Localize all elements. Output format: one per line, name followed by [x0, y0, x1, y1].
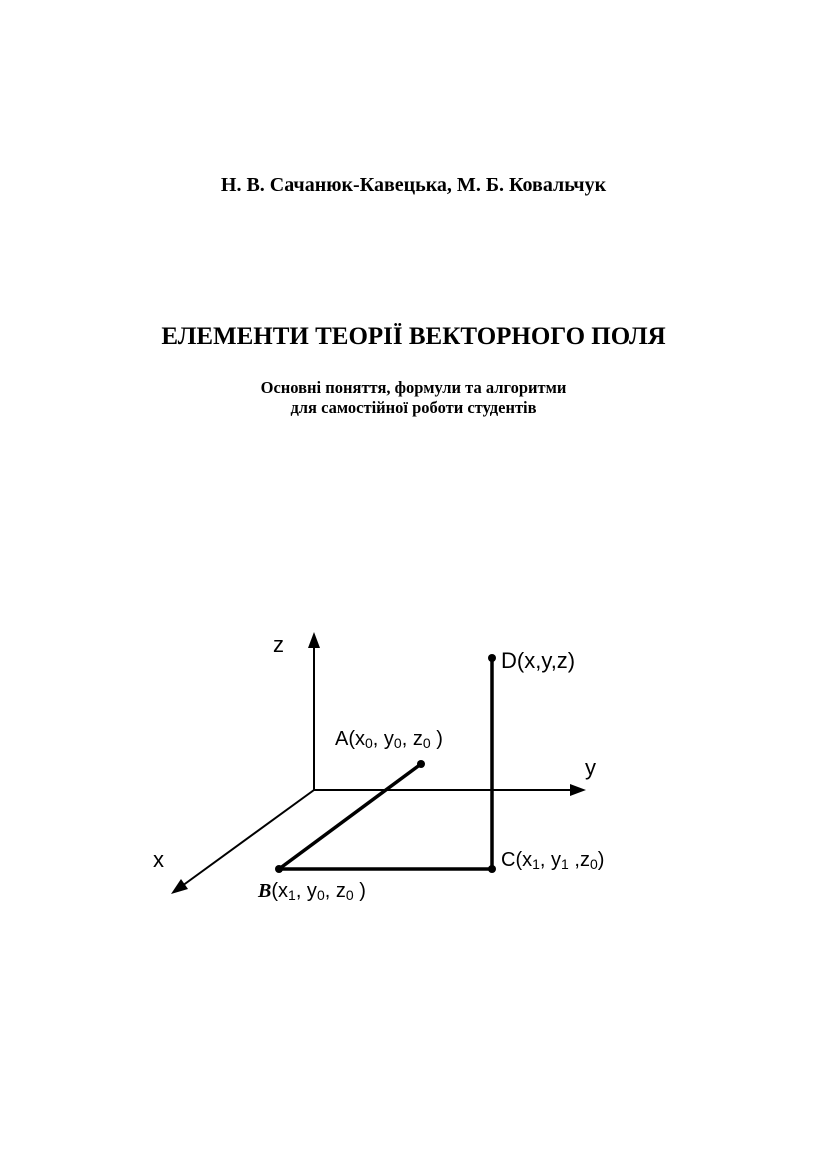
authors: Н. В. Сачанюк-Кавецька, М. Б. Ковальчук	[220, 174, 607, 196]
point-c-dot	[488, 865, 496, 873]
point-a-label: A(x0, y0, z0 )	[335, 728, 443, 751]
segment-ab	[279, 764, 421, 869]
y-axis-arrowhead	[570, 784, 586, 796]
x-axis-arrowhead	[171, 879, 188, 894]
point-b-dot	[275, 865, 283, 873]
point-c-label: C(x1, y1 ,z0)	[501, 849, 605, 872]
x-axis	[182, 790, 314, 886]
z-axis-arrowhead	[308, 632, 320, 648]
x-axis-label: x	[153, 847, 164, 872]
document-title: ЕЛЕМЕНТИ ТЕОРІЇ ВЕКТОРНОГО ПОЛЯ	[161, 323, 666, 350]
point-b-label: B(x1, y0, z0 )	[258, 880, 366, 903]
z-axis-label: z	[273, 632, 284, 657]
y-axis-label: y	[585, 755, 596, 780]
point-d-dot	[488, 654, 496, 662]
point-a-dot	[417, 760, 425, 768]
subtitle-line-2: для самостійної роботи студентів	[290, 398, 537, 417]
point-d-label: D(x,y,z)	[501, 648, 576, 673]
subtitle-line-1: Основні поняття, формули та алгоритми	[260, 378, 567, 397]
